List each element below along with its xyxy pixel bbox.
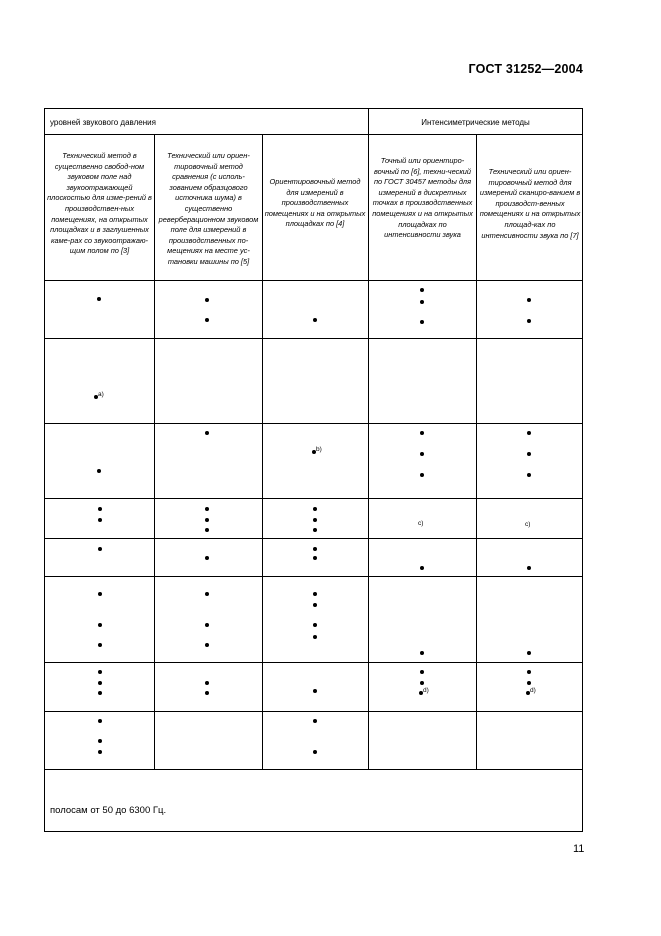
table-dot — [313, 556, 317, 560]
table-dot — [313, 547, 317, 551]
table-dot — [98, 691, 102, 695]
table-dot — [527, 681, 531, 685]
table-dot — [420, 681, 424, 685]
table-dot — [98, 670, 102, 674]
table-dot — [527, 319, 531, 323]
column-divider — [154, 134, 155, 769]
table-dot — [313, 603, 317, 607]
group-caption-right: Интенсиметрические методы — [421, 118, 530, 127]
table-dot — [527, 452, 531, 456]
footnote-mark: c) — [418, 520, 424, 527]
row-divider — [44, 711, 583, 712]
table-dot — [527, 651, 531, 655]
row-divider — [44, 498, 583, 499]
table-dot — [97, 297, 101, 301]
column-header-5: Технический или ориен-тировочный метод для измерений сканиро-ванием в производст-венных помещениях и на открытых площад-ках по интенсивности звука по [7] — [479, 167, 581, 240]
table-dot — [313, 592, 317, 596]
table-dot — [420, 288, 424, 292]
page-number: 11 — [573, 843, 585, 855]
footnote-mark: d) — [423, 687, 429, 694]
row-divider — [44, 134, 583, 135]
table-dot — [205, 643, 209, 647]
table-dot — [313, 635, 317, 639]
column-header-2: Технический или ориен-тировочный метод сравнения (с исполь-зованием образцового источника шума) в существенно реверберационном звуковом поле для измерений в производственных по-мещениях на месте ус-тановки машины по [5] — [158, 151, 259, 266]
row-divider — [44, 662, 583, 663]
row-divider — [44, 423, 583, 424]
row-divider — [44, 538, 583, 539]
row-divider — [44, 576, 583, 577]
table-dot — [205, 592, 209, 596]
table-dot — [98, 681, 102, 685]
table-dot — [98, 623, 102, 627]
table-dot — [420, 431, 424, 435]
table-dot — [313, 623, 317, 627]
table-dot — [205, 691, 209, 695]
table-dot — [205, 528, 209, 532]
table-dot — [313, 507, 317, 511]
table-dot — [98, 739, 102, 743]
table-dot — [527, 566, 531, 570]
table-dot — [420, 473, 424, 477]
table-dot — [98, 643, 102, 647]
table-dot — [205, 298, 209, 302]
table-dot — [205, 623, 209, 627]
table-dot — [527, 670, 531, 674]
column-divider — [368, 108, 369, 769]
table-dot — [205, 681, 209, 685]
table-dot — [527, 473, 531, 477]
table-dot — [205, 556, 209, 560]
table-dot — [97, 469, 101, 473]
table-dot — [98, 507, 102, 511]
group-caption-left: уровней звукового давления — [50, 118, 156, 127]
table-dot — [98, 547, 102, 551]
table-dot — [205, 507, 209, 511]
table-dot — [527, 298, 531, 302]
table-dot — [98, 750, 102, 754]
row-divider — [44, 338, 583, 339]
table-dot — [205, 431, 209, 435]
row-divider — [44, 769, 583, 770]
table-dot — [313, 528, 317, 532]
table-dot — [205, 318, 209, 322]
table-dot — [313, 318, 317, 322]
footnote-mark: a) — [98, 391, 104, 398]
footnote-mark: c) — [525, 521, 531, 528]
table-dot — [420, 452, 424, 456]
column-divider — [262, 134, 263, 769]
footer-text: полосам от 50 до 6300 Гц. — [50, 805, 167, 816]
table-dot — [527, 431, 531, 435]
table-dot — [420, 651, 424, 655]
column-header-3: Ориентировочный метод для измерений в производственных помещениях и на открытых площадках по [4] — [264, 177, 366, 229]
table-dot — [98, 592, 102, 596]
column-header-1: Технический метод в существенно свобод-ном звуковом поле над звукоотражающей плоскостью для изме-рений в производствен-ных помещениях, на открытых площадках и в заглушенных каме-рах со звукоотражаю-щим полом по [3] — [47, 151, 152, 256]
table-dot — [420, 300, 424, 304]
column-header-4: Точный или ориентиро-вочный по [6], техни-ческий по ГОСТ 30457 методы для измерений в дискретных точках в производственных помещениях и на открытых площадках по интенсивности звука — [372, 156, 473, 240]
table-dot — [313, 750, 317, 754]
table-dot — [420, 670, 424, 674]
row-divider — [44, 280, 583, 281]
table-dot — [313, 689, 317, 693]
table-dot — [313, 518, 317, 522]
footnote-mark: d) — [530, 687, 536, 694]
table-dot — [98, 518, 102, 522]
table-dot — [420, 566, 424, 570]
table-dot — [98, 719, 102, 723]
standard-header: ГОСТ 31252—2004 — [468, 62, 583, 76]
table-dot — [313, 719, 317, 723]
footnote-mark: b) — [316, 446, 322, 453]
table-dot — [205, 518, 209, 522]
table-dot — [420, 320, 424, 324]
column-divider — [476, 134, 477, 769]
